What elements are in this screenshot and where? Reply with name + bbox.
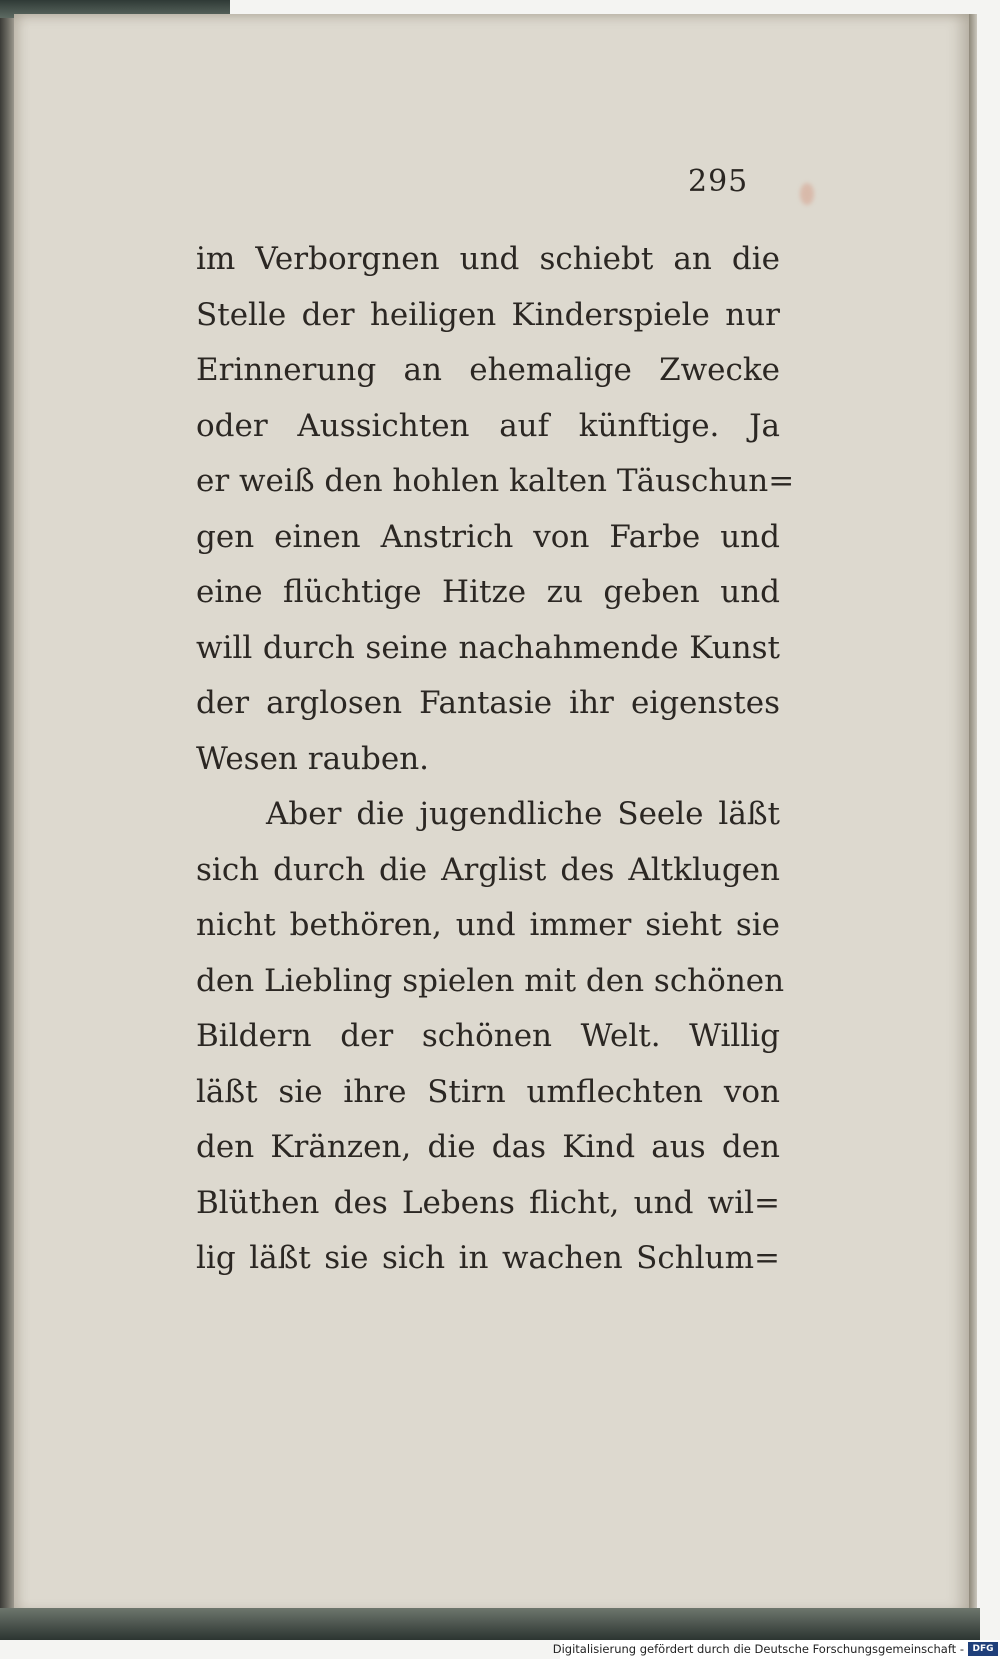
text-line: sich durch die Arglist des Altklugen [196, 851, 780, 888]
text-line: eine flüchtige Hitze zu geben und [196, 574, 780, 610]
text-line: der arglosen Fantasie ihr eigenstes [196, 685, 780, 721]
text-line: Erinnerung an ehemalige Zwecke [196, 352, 780, 388]
text-line: er weiß den hohlen kalten Täuschun= [196, 463, 795, 499]
text-line: läßt sie ihre Stirn umflechten von [196, 1073, 780, 1110]
text-line: oder Aussichten auf künftige. Ja [196, 407, 780, 444]
page-number: 295 [688, 164, 749, 199]
book-cover-bottom-edge [0, 1608, 980, 1640]
text-line: Blüthen des Lebens flicht, und wil= [196, 1184, 780, 1221]
paper-stain [800, 183, 814, 205]
text-line: den Liebling spielen mit den schönen [196, 962, 785, 999]
page-edge-shadow [969, 14, 977, 1614]
text-line: Stelle der heiligen Kinderspiele nur [196, 296, 780, 333]
paragraph-start-line: Aber die jugendliche Seele läßt [266, 796, 780, 832]
book-spine-edge [0, 0, 14, 1640]
dfg-logo: DFG [968, 1642, 998, 1656]
text-line: den Kränzen, die das Kind aus den [196, 1129, 780, 1165]
funding-credit: Digitalisierung gefördert durch die Deutsche Forschungsgemeinschaft - [552, 1642, 964, 1656]
text-line: nicht bethören, und immer sieht sie [196, 907, 780, 943]
text-line: will durch seine nachahmende Kunst [196, 629, 780, 666]
text-line: gen einen Anstrich von Farbe und [196, 518, 780, 555]
body-text [196, 232, 795, 1287]
digitization-footer [552, 1640, 1000, 1659]
paragraph-end-line: Wesen rauben. [196, 740, 430, 777]
text-line: Bildern der schönen Welt. Willig [196, 1018, 780, 1054]
text-line: lig läßt sie sich in wachen Schlum= [196, 1240, 780, 1276]
text-line: im Verborgnen und schiebt an die [196, 241, 780, 277]
